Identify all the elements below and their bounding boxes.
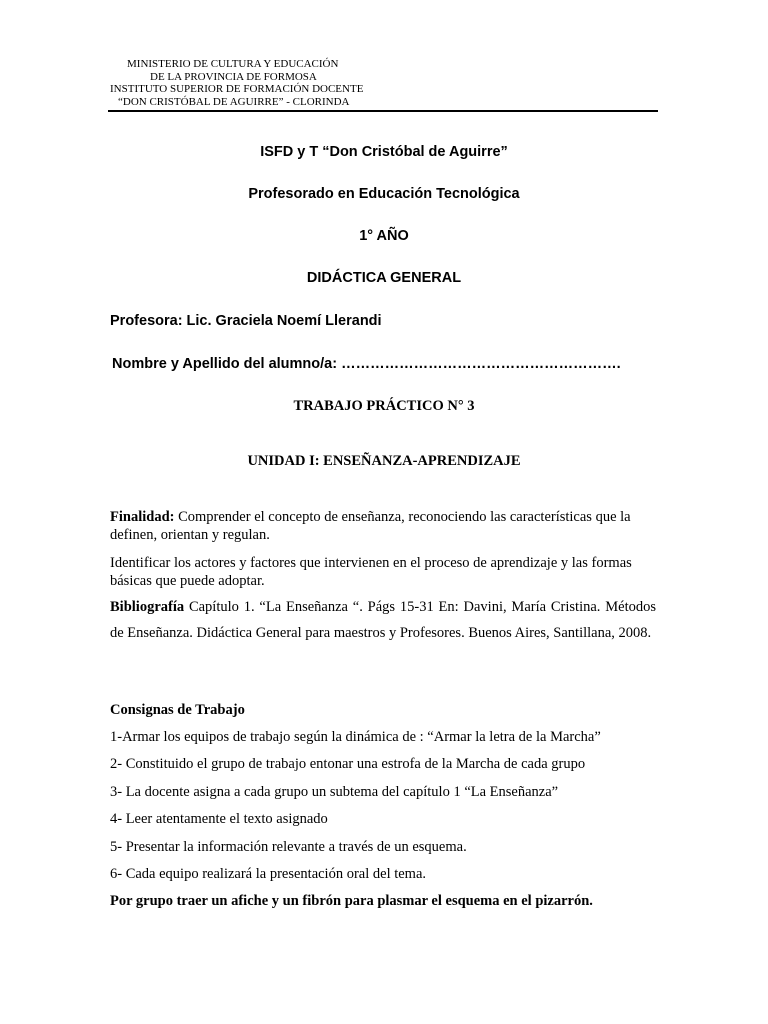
subject-title: DIDÁCTICA GENERAL <box>306 270 462 286</box>
task-item: 1-Armar los equipos de trabajo según la dinámica de : “Armar la letra de la Marcha” <box>110 729 601 745</box>
letterhead-institute: INSTITUTO SUPERIOR DE FORMACIÓN DOCENTE <box>110 83 364 95</box>
institute-title: ISFD y T “Don Cristóbal de Aguirre” <box>260 144 508 160</box>
practical-work-title: TRABAJO PRÁCTICO N° 3 <box>293 398 475 414</box>
task-item: 6- Cada equipo realizará la presentación oral del tema. <box>110 866 427 882</box>
bibliography-label: Bibliografía <box>110 599 185 615</box>
letterhead-school-name: “DON CRISTÓBAL DE AGUIRRE” - CLORINDA <box>118 95 350 108</box>
task-item: 2- Constituido el grupo de trabajo entonar una estrofa de la Marcha de cada grupo <box>110 756 586 772</box>
letterhead <box>110 58 363 108</box>
tasks-title-text: Consignas de Trabajo <box>110 702 245 718</box>
purpose-text: Comprender el concepto de enseñanza, reconociendo las características que la definen, orientan y regulan. <box>110 509 631 543</box>
task-item: 3- La docente asigna a cada grupo un subtema del capítulo 1 “La Enseñanza” <box>110 784 559 800</box>
program-title: Profesorado en Educación Tecnológica <box>248 186 520 202</box>
unit-title: UNIDAD I: ENSEÑANZA-APRENDIZAJE <box>247 453 521 469</box>
objective-paragraph: Identificar los actores y factores que intervienen en el proceso de aprendizaje y las formas básicas que puede adoptar. <box>110 555 632 589</box>
teacher-name: Profesora: Lic. Graciela Noemí Llerandi <box>110 313 382 329</box>
tasks-title <box>110 702 245 719</box>
task-item: 5- Presentar la información relevante a través de un esquema. <box>110 839 467 855</box>
year-title: 1° AÑO <box>359 228 409 244</box>
task-item: 4- Leer atentamente el texto asignado <box>110 811 328 827</box>
letterhead-ministry: MINISTERIO DE CULTURA Y EDUCACIÓN <box>127 58 339 70</box>
materials-note <box>110 893 593 910</box>
materials-note-text: Por grupo traer un afiche y un fibrón para plasmar el esquema en el pizarrón. <box>110 893 593 909</box>
letterhead-province: DE LA PROVINCIA DE FORMOSA <box>150 70 317 83</box>
bibliography-text: Capítulo 1. “La Enseñanza “. Págs 15-31 En: Davini, María Cristina. Métodos de Enseñanza. Didáctica General para maestros y Profesores. Buenos Aires, Santillana, 2008. <box>110 599 656 641</box>
purpose-paragraph <box>110 508 656 544</box>
bibliography-paragraph <box>110 594 656 646</box>
purpose-label: Finalidad: <box>110 509 175 525</box>
header-divider <box>108 110 658 112</box>
student-name-field: Nombre y Apellido del alumno/a: …………………………………………………. <box>112 356 621 372</box>
